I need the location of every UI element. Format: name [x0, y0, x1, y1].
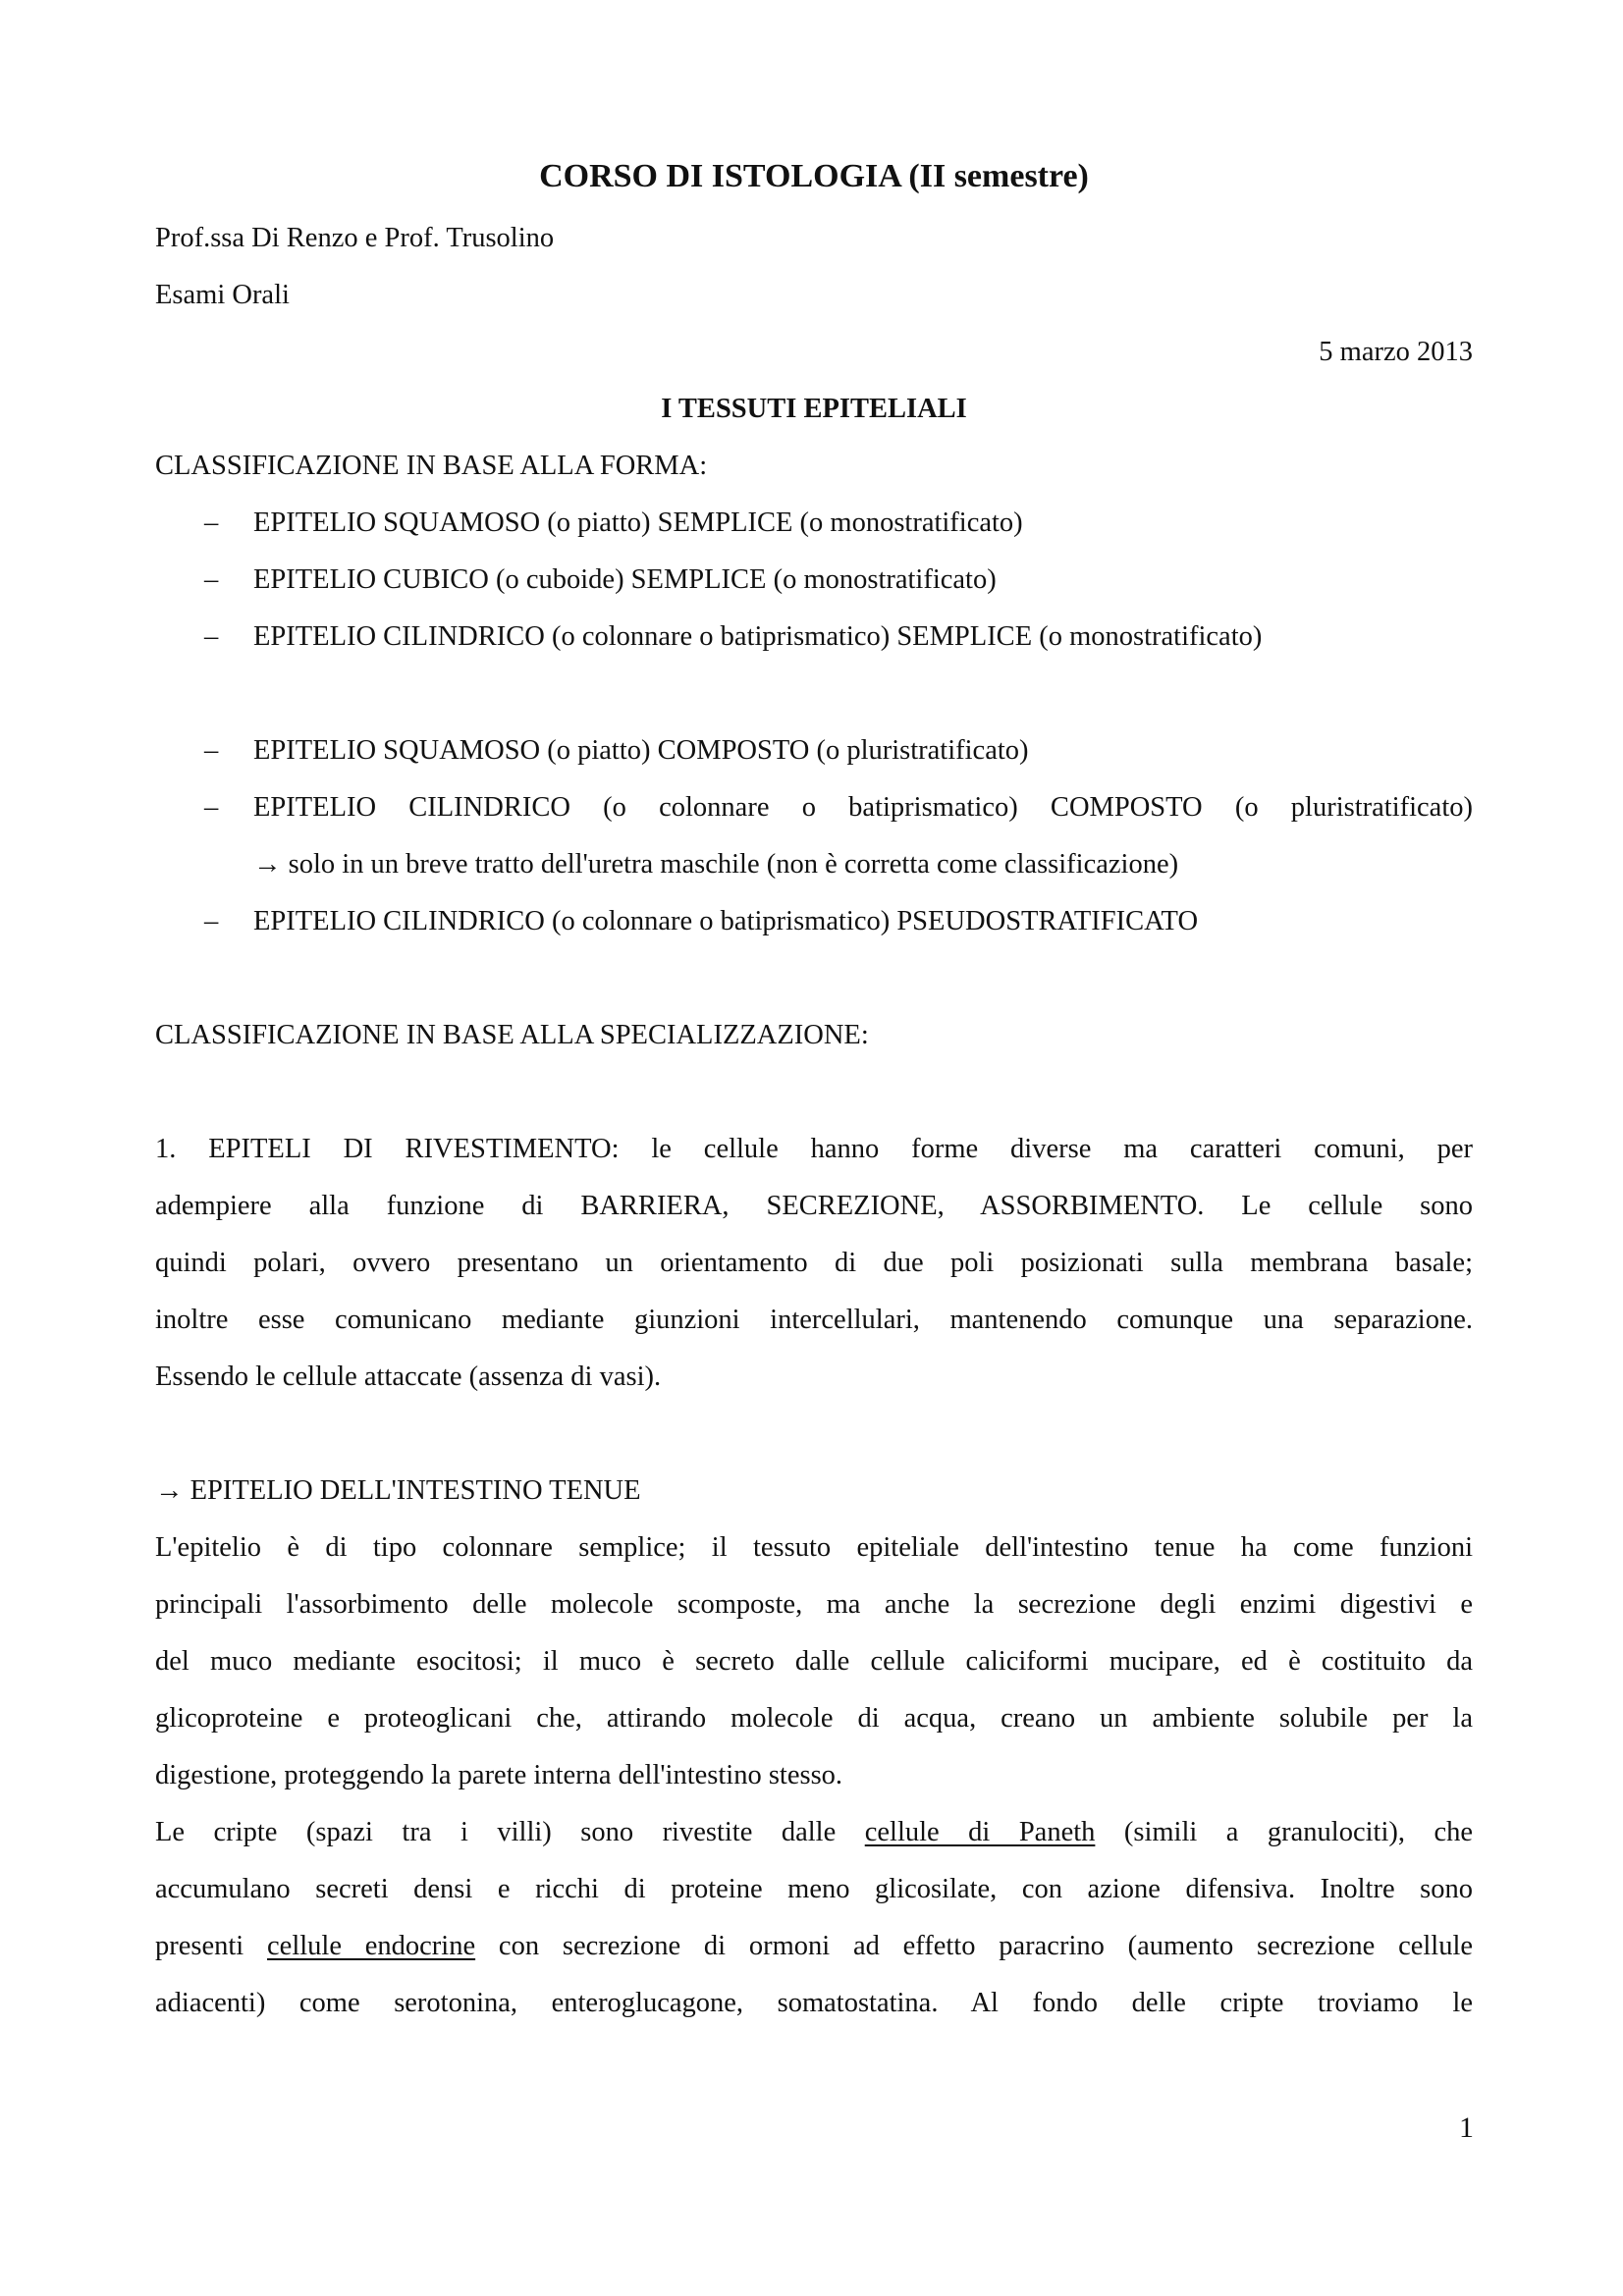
- paragraph-line: Essendo le cellule attaccate (assenza di vasi).: [155, 1362, 662, 1392]
- document-title: CORSO DI ISTOLOGIA (II semestre): [539, 158, 1089, 194]
- list-item-text: EPITELIO SQUAMOSO (o piatto) SEMPLICE (o monostratificato): [253, 507, 1023, 538]
- dash-bullet: –: [204, 564, 219, 595]
- blank-line: [155, 950, 1473, 1007]
- specialization-heading: CLASSIFICAZIONE IN BASE ALLA SPECIALIZZAZIONE:: [155, 1020, 869, 1050]
- list-item-note: → solo in un breve tratto dell'uretra maschile (non è corretta come classificazione): [253, 849, 1179, 880]
- dash-bullet: –: [204, 735, 219, 766]
- paragraph-line: L'epitelio è di tipo colonnare semplice; il tessuto epiteliale dell'intestino tenue ha come funzioni: [155, 1532, 1473, 1563]
- crypts-paragraph: [155, 1804, 1473, 2032]
- lecture-date: 5 marzo 2013: [1319, 337, 1473, 367]
- list-item: [155, 609, 1473, 666]
- document-page: [155, 147, 1473, 2032]
- text-segment: Le cripte (spazi tra i villi) sono rivestite dalle: [155, 1817, 837, 1847]
- list-item-text: EPITELIO CILINDRICO (o colonnare o batiprismatico) PSEUDOSTRATIFICATO: [253, 906, 1199, 936]
- paragraph-line: principali l'assorbimento delle molecole scomposte, ma anche la secrezione degli enzimi digestivi e: [155, 1589, 1473, 1620]
- list-item: [155, 495, 1473, 552]
- paragraph-line: digestione, proteggendo la parete interna dell'intestino stesso.: [155, 1760, 843, 1790]
- list-item-text: EPITELIO CILINDRICO (o colonnare o batiprismatico) COMPOSTO (o pluristratificato): [253, 792, 1473, 823]
- list-item: [155, 552, 1473, 609]
- underlined-term: cellule endocrine: [267, 1931, 476, 1961]
- list-item-text: EPITELIO CUBICO (o cuboide) SEMPLICE (o monostratificato): [253, 564, 997, 595]
- text-segment: (simili a granulociti), che: [1123, 1817, 1474, 1847]
- intestine-heading: → EPITELIO DELL'INTESTINO TENUE: [155, 1475, 641, 1506]
- paragraph-line: del muco mediante esocitosi; il muco è secreto dalle cellule caliciformi mucipare, ed è costituito da: [155, 1646, 1473, 1677]
- list-item: [155, 893, 1473, 950]
- dash-bullet: –: [204, 621, 219, 652]
- paragraph-line: inoltre esse comunicano mediante giunzioni intercellulari, mantenendo comunque una separazione.: [155, 1305, 1473, 1335]
- exam-type-line: Esami Orali: [155, 280, 290, 310]
- paragraph-line: accumulano secreti densi e ricchi di proteine meno glicosilate, con azione difensiva. Inoltre sono: [155, 1874, 1473, 1904]
- list-item-text: EPITELIO SQUAMOSO (o piatto) COMPOSTO (o pluristratificato): [253, 735, 1029, 766]
- form-list-simple: [155, 495, 1473, 666]
- lining-epithelia-paragraph: [155, 1121, 1473, 1406]
- paragraph-line: adempiere alla funzione di BARRIERA, SECREZIONE, ASSORBIMENTO. Le cellule sono: [155, 1191, 1473, 1221]
- form-list-compound: [155, 722, 1473, 950]
- dash-bullet: –: [204, 906, 219, 936]
- paragraph-line: 1. EPITELI DI RIVESTIMENTO: le cellule hanno forme diverse ma caratteri comuni, per: [155, 1134, 1473, 1164]
- dash-bullet: –: [204, 507, 219, 538]
- paragraph-line: [155, 1918, 1473, 1975]
- underlined-term: cellule di Paneth: [864, 1817, 1096, 1847]
- dash-bullet: –: [204, 792, 219, 823]
- professors-line: Prof.ssa Di Renzo e Prof. Trusolino: [155, 223, 555, 253]
- blank-line: [155, 666, 1473, 722]
- text-segment: con secrezione di ormoni ad effetto paracrino (aumento secrezione cellule: [498, 1931, 1474, 1961]
- paragraph-line: quindi polari, ovvero presentano un orientamento di due poli posizionati sulla membrana basale;: [155, 1248, 1473, 1278]
- list-item-text: EPITELIO CILINDRICO (o colonnare o batiprismatico) SEMPLICE (o monostratificato): [253, 621, 1263, 652]
- paragraph-line: [155, 1804, 1473, 1861]
- list-item: [155, 722, 1473, 779]
- text-segment: presenti: [155, 1931, 244, 1961]
- blank-line: [155, 1406, 1473, 1463]
- page-number: 1: [1459, 2111, 1474, 2144]
- blank-line: [155, 1064, 1473, 1121]
- paragraph-line: glicoproteine e proteoglicani che, attirando molecole di acqua, creano un ambiente solubile per la: [155, 1703, 1473, 1734]
- form-classification-heading: CLASSIFICAZIONE IN BASE ALLA FORMA:: [155, 451, 708, 481]
- paragraph-line: adiacenti) come serotonina, enteroglucagone, somatostatina. Al fondo delle cripte troviamo le: [155, 1988, 1473, 2018]
- section-title: I TESSUTI EPITELIALI: [661, 394, 967, 424]
- intestine-paragraph: [155, 1520, 1473, 1804]
- list-item: [155, 779, 1473, 893]
